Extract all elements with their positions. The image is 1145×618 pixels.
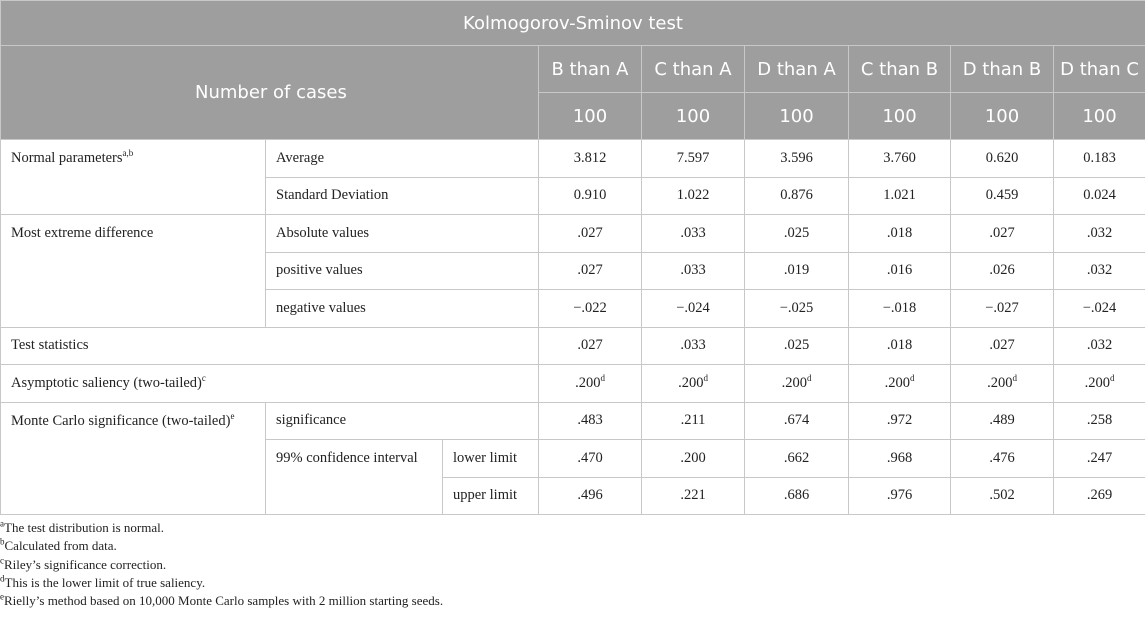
cell-value: .502 (951, 477, 1054, 515)
asymptotic-label: Asymptotic saliency (two-tailed)$^c$ (1, 365, 539, 403)
cell-value: .027 (539, 327, 642, 365)
cell-value: .674 (745, 402, 849, 440)
cell-value: .033 (642, 252, 745, 290)
cell-value: .662 (745, 440, 849, 478)
positive-label: positive values (266, 252, 539, 290)
test-statistics-label: Test statistics (1, 327, 539, 365)
cell-value: 0.459 (951, 177, 1054, 215)
cell-value: .200 (642, 440, 745, 478)
footnote: $^c$Riley’s significance correction. (0, 555, 167, 572)
cell-value: .025 (745, 215, 849, 253)
cell-value: .033 (642, 215, 745, 253)
cell-value: .033 (642, 327, 745, 365)
cell-value: .200$^d$ (745, 365, 849, 403)
footnote: $^d$This is the lower limit of true saliency. (0, 573, 206, 590)
cell-value: .489 (951, 402, 1054, 440)
number-of-cases-header: Number of cases (1, 46, 539, 140)
cell-value: .221 (642, 477, 745, 515)
cases-count: 100 (642, 93, 745, 140)
comparison-header: C than A (642, 46, 745, 93)
table-row (1, 215, 1145, 253)
cell-value: −.024 (1054, 290, 1145, 328)
cell-value: .032 (1054, 252, 1145, 290)
cell-value: 0.876 (745, 177, 849, 215)
cases-count: 100 (951, 93, 1054, 140)
cases-count: 100 (1054, 93, 1145, 140)
cell-value: .470 (539, 440, 642, 478)
table-row (1, 365, 1145, 403)
cell-value: 1.021 (849, 177, 951, 215)
cell-value: .972 (849, 402, 951, 440)
cell-value: .032 (1054, 215, 1145, 253)
cases-count: 100 (849, 93, 951, 140)
cell-value: .200$^d$ (1054, 365, 1145, 403)
cell-value: −.025 (745, 290, 849, 328)
cell-value: 0.910 (539, 177, 642, 215)
cell-value: .686 (745, 477, 849, 515)
cell-value: .027 (539, 252, 642, 290)
cell-value: 1.022 (642, 177, 745, 215)
cell-value: 3.760 (849, 140, 951, 178)
cell-value: .247 (1054, 440, 1145, 478)
cell-value: −.027 (951, 290, 1054, 328)
cell-value: 3.812 (539, 140, 642, 178)
cell-value: .018 (849, 215, 951, 253)
cell-value: .200$^d$ (642, 365, 745, 403)
cell-value: 0.183 (1054, 140, 1145, 178)
cell-value: .027 (539, 215, 642, 253)
cell-value: .976 (849, 477, 951, 515)
most-extreme-label: Most extreme difference (1, 215, 266, 328)
footnote: $^e$Rielly’s method based on 10,000 Monte Carlo samples with 2 million starting seeds. (0, 591, 444, 609)
cell-value: −.018 (849, 290, 951, 328)
cell-value: 0.620 (951, 140, 1054, 178)
cell-value: .496 (539, 477, 642, 515)
average-label: Average (266, 140, 539, 178)
cell-value: .200$^d$ (951, 365, 1054, 403)
comparison-header: D than B (951, 46, 1054, 93)
cell-value: .027 (951, 215, 1054, 253)
upper-limit-label: upper limit (443, 477, 539, 515)
cell-value: .018 (849, 327, 951, 365)
significance-label: significance (266, 402, 539, 440)
cell-value: .026 (951, 252, 1054, 290)
cell-value: .211 (642, 402, 745, 440)
absolute-label: Absolute values (266, 215, 539, 253)
cell-value: .016 (849, 252, 951, 290)
comparison-header: D than A (745, 46, 849, 93)
table-row (1, 402, 1145, 440)
comparison-header: B than A (539, 46, 642, 93)
cell-value: .027 (951, 327, 1054, 365)
comparison-header: C than B (849, 46, 951, 93)
negative-label: negative values (266, 290, 539, 328)
cell-value: .200$^d$ (849, 365, 951, 403)
cell-value: −.022 (539, 290, 642, 328)
footnote: $^b$Calculated from data. (0, 536, 117, 554)
cell-value: .968 (849, 440, 951, 478)
cell-value: −.024 (642, 290, 745, 328)
cases-count: 100 (539, 93, 642, 140)
table-title: Kolmogorov-Sminov test (1, 1, 1145, 46)
comparison-header: D than C (1054, 46, 1145, 93)
cases-count: 100 (745, 93, 849, 140)
normal-parameters-label: Normal parameters$^{a,b}$ (1, 140, 266, 215)
confidence-interval-label: 99% confidence interval (266, 440, 443, 515)
cell-value: .200$^d$ (539, 365, 642, 403)
monte-carlo-label: Monte Carlo significance (two-tailed)$^e$ (1, 402, 266, 515)
cell-value: .476 (951, 440, 1054, 478)
cell-value: 0.024 (1054, 177, 1145, 215)
cell-value: .025 (745, 327, 849, 365)
cell-value: .032 (1054, 327, 1145, 365)
cell-value: 3.596 (745, 140, 849, 178)
cell-value: .483 (539, 402, 642, 440)
cell-value: .258 (1054, 402, 1145, 440)
cell-value: 7.597 (642, 140, 745, 178)
footnotes (0, 519, 443, 610)
lower-limit-label: lower limit (443, 440, 539, 478)
table-row (1, 140, 1145, 178)
cell-value: .269 (1054, 477, 1145, 515)
table-row (1, 327, 1145, 365)
cell-value: .019 (745, 252, 849, 290)
footnote: $^a$The test distribution is normal. (0, 518, 164, 535)
sd-label: Standard Deviation (266, 177, 539, 215)
